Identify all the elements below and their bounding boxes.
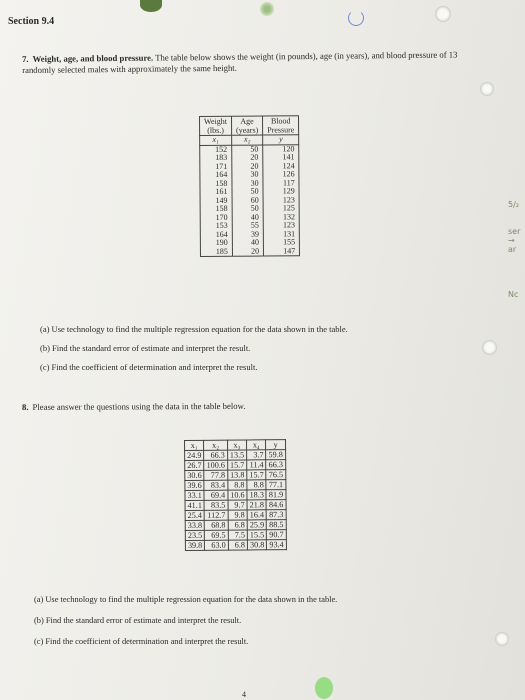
- q7-parts: [40, 324, 348, 381]
- table-cell: 149: [200, 196, 232, 205]
- q8-table-row: [185, 450, 286, 461]
- table-cell: 20: [232, 162, 263, 171]
- q8-header: x₃: [227, 440, 246, 450]
- table-cell: 41.1: [185, 500, 204, 510]
- table-cell: 77.1: [266, 480, 285, 490]
- q8-header: x₄: [247, 440, 266, 450]
- table-cell: 7.5: [228, 530, 247, 540]
- table-cell: 15.7: [247, 470, 266, 480]
- table-cell: 18.3: [247, 490, 266, 500]
- table-cell: 88.5: [267, 520, 286, 530]
- q7-title-bold: Weight, age, and blood pressure.: [32, 52, 154, 64]
- q7-title-rest: The table below shows the weight (in pounds), age (in years), and blood pressure of 13 randomly selected males with approximately the same height.: [22, 49, 458, 75]
- binder-hole: [435, 6, 451, 22]
- q7-header-weight: Weight (lbs.): [200, 116, 232, 135]
- q8-table-row: [185, 530, 286, 541]
- binder-hole: [260, 2, 274, 16]
- table-cell: 123: [263, 196, 299, 205]
- table-cell: 68.8: [205, 520, 229, 530]
- table-cell: 30.6: [185, 470, 204, 480]
- binder-hole: [480, 82, 494, 96]
- table-cell: 20: [232, 154, 263, 163]
- table-cell: 123: [263, 221, 299, 230]
- q8-table-row: [185, 470, 286, 481]
- table-cell: 100.6: [204, 460, 228, 470]
- table-cell: 60: [232, 196, 263, 205]
- table-cell: 30: [232, 171, 263, 180]
- q8-title: Please answer the questions using the data in the table below.: [32, 400, 246, 412]
- table-cell: 76.5: [266, 470, 285, 480]
- q8-part-b: (b) Find the standard error of estimate and interpret the result.: [34, 616, 242, 625]
- q8-part-a: (a) Use technology to find the multiple regression equation for the data shown in the table.: [34, 595, 338, 604]
- table-cell: 87.3: [267, 510, 286, 520]
- q8-header: x₁: [185, 440, 204, 450]
- table-cell: 63.0: [205, 540, 229, 550]
- table-cell: 30.8: [247, 540, 266, 550]
- table-cell: 112.7: [204, 510, 228, 520]
- q8-table-row: [185, 520, 286, 531]
- binder-hole: [140, 0, 162, 12]
- table-cell: 25.4: [185, 510, 204, 520]
- table-cell: 155: [263, 238, 299, 247]
- table-cell: 21.8: [247, 500, 266, 510]
- table-cell: 183: [200, 154, 232, 163]
- table-cell: 170: [200, 213, 232, 222]
- table-cell: 39.6: [185, 480, 204, 490]
- table-cell: 131: [263, 230, 299, 239]
- binder-hole: [482, 340, 497, 355]
- table-cell: 132: [263, 213, 299, 222]
- table-cell: 185: [200, 247, 232, 256]
- table-cell: 190: [200, 239, 232, 248]
- table-cell: 24.9: [185, 450, 204, 460]
- table-cell: 11.4: [247, 460, 266, 470]
- table-cell: 152: [200, 145, 232, 154]
- q8-table-row: [185, 500, 286, 511]
- margin-note: 5∕₂ ser → ar Nc: [508, 200, 521, 299]
- table-cell: 40: [232, 213, 263, 222]
- table-cell: 161: [200, 188, 232, 197]
- table-cell: 15.7: [227, 460, 246, 470]
- q8-data-table: [184, 439, 287, 551]
- q7-table-row: [200, 247, 299, 257]
- highlighter-mark: [315, 677, 333, 699]
- q8-number: 8.: [22, 401, 29, 412]
- table-cell: 153: [200, 222, 232, 231]
- table-cell: 30: [232, 179, 263, 188]
- table-cell: 66.3: [204, 450, 228, 460]
- table-cell: 8.8: [247, 480, 266, 490]
- table-cell: 6.8: [228, 520, 247, 530]
- table-cell: 50: [232, 188, 263, 197]
- table-cell: 55: [232, 222, 263, 231]
- q8-parts: [34, 594, 337, 657]
- table-cell: 26.7: [185, 460, 204, 470]
- table-cell: 9.8: [228, 510, 247, 520]
- table-cell: 59.8: [266, 450, 285, 460]
- table-cell: 83.4: [204, 480, 228, 490]
- table-cell: 20: [232, 247, 263, 256]
- table-cell: 124: [263, 162, 299, 171]
- q7-part-a: (a) Use technology to find the multiple regression equation for the data shown in the table.: [40, 324, 348, 334]
- table-cell: 83.5: [204, 500, 228, 510]
- q7-table-body: [200, 135, 300, 257]
- table-cell: 33.8: [185, 520, 204, 530]
- table-cell: 50: [232, 205, 263, 214]
- q8-table-row: [185, 480, 286, 491]
- q8-prompt: [22, 401, 246, 412]
- table-cell: 25.9: [247, 520, 266, 530]
- table-cell: 141: [263, 153, 299, 162]
- table-cell: 15.5: [247, 530, 266, 540]
- q8-header: y: [266, 440, 285, 450]
- table-cell: 13.8: [228, 470, 247, 480]
- q8-table-row: [185, 510, 286, 521]
- q8-table-row: [185, 460, 286, 471]
- table-cell: 40: [232, 239, 263, 248]
- table-cell: 171: [200, 162, 232, 171]
- table-cell: 125: [263, 204, 299, 213]
- q7-part-c: (c) Find the coefficient of determination and interpret the result.: [40, 362, 258, 372]
- table-cell: 129: [263, 187, 299, 196]
- q8-part-c: (c) Find the coefficient of determination and interpret the result.: [34, 637, 249, 646]
- table-cell: 9.7: [228, 500, 247, 510]
- table-cell: 69.4: [204, 490, 228, 500]
- table-cell: 39: [232, 230, 263, 239]
- q7-number: 7.: [22, 53, 29, 64]
- table-cell: 6.8: [228, 540, 247, 550]
- q7-data-table: [199, 115, 300, 257]
- table-cell: 147: [264, 247, 300, 256]
- table-cell: 33.1: [185, 490, 204, 500]
- q8-table-body: [185, 450, 287, 551]
- table-cell: 84.6: [266, 500, 285, 510]
- table-cell: 77.8: [204, 470, 228, 480]
- table-cell: 158: [200, 205, 232, 214]
- table-cell: 93.4: [267, 540, 286, 550]
- table-cell: 66.3: [266, 460, 285, 470]
- table-cell: 81.9: [266, 490, 285, 500]
- table-cell: 164: [200, 230, 232, 239]
- q8-table-row: [185, 540, 286, 551]
- q8-header: x₂: [204, 440, 228, 450]
- table-cell: 39.8: [185, 540, 204, 550]
- table-cell: 3.7: [247, 450, 266, 460]
- table-cell: 16.4: [247, 510, 266, 520]
- table-cell: 69.5: [205, 530, 229, 540]
- binder-hole: [348, 10, 364, 26]
- q7-symbol: x₂: [232, 135, 263, 145]
- q8-table-row: [185, 490, 286, 501]
- binder-hole: [495, 632, 509, 646]
- q7-symbol: y: [263, 135, 299, 145]
- section-heading: Section 9.4: [8, 16, 55, 27]
- table-cell: 120: [263, 144, 299, 153]
- table-cell: 90.7: [267, 530, 286, 540]
- table-cell: 117: [263, 179, 299, 188]
- q7-header-blood-pressure: Blood Pressure: [263, 116, 299, 135]
- q7-symbol: x₁: [200, 135, 232, 145]
- table-cell: 8.8: [228, 480, 247, 490]
- table-cell: 13.5: [227, 450, 246, 460]
- page-number: 4: [242, 690, 246, 699]
- table-cell: 126: [263, 170, 299, 179]
- table-cell: 164: [200, 171, 232, 180]
- q7-prompt: [22, 49, 462, 76]
- table-cell: 10.6: [228, 490, 247, 500]
- q7-header-age: Age (years): [231, 116, 262, 135]
- table-cell: 158: [200, 179, 232, 188]
- table-cell: 23.5: [185, 530, 204, 540]
- q7-part-b: (b) Find the standard error of estimate and interpret the result.: [40, 343, 251, 353]
- table-cell: 50: [232, 145, 263, 154]
